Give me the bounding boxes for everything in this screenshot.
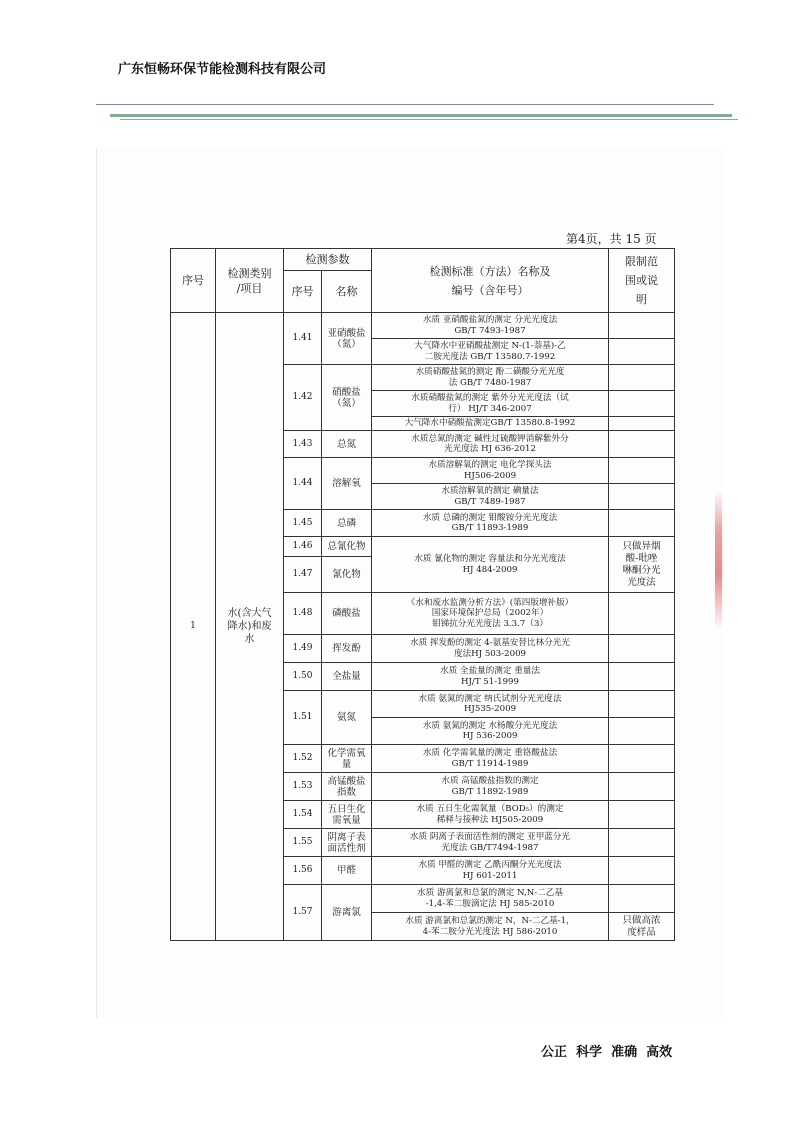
limit-cell [609,745,675,773]
header-rule-green [110,114,732,117]
standard: 水质 游离氯和总氯的测定 N，N-二乙基-1， 4-苯二胺分光光度法 HJ 586-2010 [372,913,609,941]
standard: 水质 氨氮的测定 纳氏试剂分光光度法 HJ535-2009 [372,691,609,718]
limit-cell [609,663,675,691]
param-name: 全盐量 [322,663,372,691]
param-name: 硝酸盐 （氮） [322,365,372,431]
header-param-seq: 序号 [284,271,322,313]
param-no: 1.42 [284,365,322,431]
param-name: 磷酸盐 [322,593,372,635]
header-params: 检测参数 [284,249,372,271]
standard: 水质溶解氧的测定 电化学探头法 HJ506-2009 [372,458,609,484]
param-name: 氨氮 [322,691,372,745]
param-name: 阴离子表 面活性剂 [322,829,372,857]
param-no: 1.52 [284,745,322,773]
header-seq: 序号 [171,249,216,313]
limit-cell [609,829,675,857]
param-no: 1.55 [284,829,322,857]
param-no: 1.47 [284,557,322,593]
limit-note: 只做异烟 酸-吡唑 啉酮分光 光度法 [609,537,675,593]
limit-cell [609,635,675,663]
param-no: 1.44 [284,458,322,510]
limit-cell [609,885,675,913]
limit-cell [609,431,675,458]
limit-cell [609,484,675,510]
header-rule-bottom [120,119,738,120]
limit-cell [609,339,675,365]
param-no: 1.49 [284,635,322,663]
param-no: 1.51 [284,691,322,745]
standard: 水质 化学需氧量的测定 重铬酸盐法 GB/T 11914-1989 [372,745,609,773]
header-limit: 限制范 围或说 明 [609,249,675,313]
limit-cell [609,458,675,484]
param-name: 总氮 [322,431,372,458]
limit-cell [609,691,675,718]
standard: 《水和废水监测分析方法》(第四版增补版） 国家环境保护总局（2002年） 钼锑抗分光光度法 3.3.7（3） [372,593,609,635]
limit-cell [609,718,675,745]
param-name: 溶解氧 [322,458,372,510]
param-name: 甲醛 [322,857,372,885]
test-parameter-table [170,248,675,941]
standard: 水质 氰化物的测定 容量法和分光光度法 HJ 484-2009 [372,537,609,593]
param-no: 1.43 [284,431,322,458]
param-name: 总氰化物 [322,537,372,557]
footer-slogan: 公正 科学 准确 高效 [541,1045,673,1060]
standard: 水质 游离氯和总氯的测定 N,N-二乙基 -1,4-苯二胺滴定法 HJ 585-2010 [372,885,609,913]
standard: 大气降水中硝酸盐测定GB/T 13580.8-1992 [372,417,609,431]
standard: 水质 全盐量的测定 重量法 HJ/T 51-1999 [372,663,609,691]
limit-cell [609,313,675,339]
param-name: 亚硝酸盐 （氮） [322,313,372,365]
header-category: 检测类别 /项目 [216,249,284,313]
param-name: 化学需氧 量 [322,745,372,773]
param-no: 1.56 [284,857,322,885]
limit-cell [609,510,675,537]
param-no: 1.50 [284,663,322,691]
limit-cell [609,365,675,391]
param-no: 1.46 [284,537,322,557]
category: 水(含大气 降水)和废 水 [216,313,284,941]
param-no: 1.48 [284,593,322,635]
limit-note: 只做高浓 度样品 [609,913,675,941]
limit-cell [609,391,675,417]
param-name: 挥发酚 [322,635,372,663]
red-seal-edge [715,490,722,630]
limit-cell [609,773,675,801]
standard: 大气降水中亚硝酸盐测定 N-(1-萘基)-乙 二胺光度法 GB/T 13580.7-1992 [372,339,609,365]
param-name: 游离氯 [322,885,372,941]
param-name: 高锰酸盐 指数 [322,773,372,801]
standard: 水质 挥发酚的测定 4-氨基安替比林分光光 度法HJ 503-2009 [372,635,609,663]
limit-cell [609,801,675,829]
param-no: 1.41 [284,313,322,365]
limit-cell [609,593,675,635]
company-name: 广东恒畅环保节能检测科技有限公司 [118,62,327,77]
param-name: 总磷 [322,510,372,537]
limit-cell [609,417,675,431]
header-param-name: 名称 [322,271,372,313]
standard: 水质硝酸盐氮的测定 紫外分光光度法（试 行） HJ/T 346-2007 [372,391,609,417]
limit-cell [609,857,675,885]
standard: 水质总氮的测定 碱性过硫酸钾消解紫外分 光光度法 HJ 636-2012 [372,431,609,458]
standard: 水质 甲醛的测定 乙酰丙酮分光光度法 HJ 601-2011 [372,857,609,885]
param-name: 五日生化 需氧量 [322,801,372,829]
param-no: 1.54 [284,801,322,829]
standard: 水质 氨氮的测定 水杨酸分光光度法 HJ 536-2009 [372,718,609,745]
param-name: 氰化物 [322,557,372,593]
header-rule-top [96,104,714,105]
standard: 水质 总磷的测定 钼酸铵分光光度法 GB/T 11893-1989 [372,510,609,537]
param-no: 1.57 [284,885,322,941]
standard: 水质溶解氧的测定 碘量法 GB/T 7489-1987 [372,484,609,510]
page-number: 第4页，共 15 页 [566,232,657,246]
standard: 水质 五日生化需氧量（BOD₅）的测定 稀释与接种法 HJ505-2009 [372,801,609,829]
standard: 水质硝酸盐氮的测定 酚二磺酸分光光度 法 GB/T 7480-1987 [372,365,609,391]
param-no: 1.53 [284,773,322,801]
standard: 水质 高锰酸盐指数的测定 GB/T 11892-1989 [372,773,609,801]
row-seq: 1 [171,313,216,941]
standard: 水质 亚硝酸盐氮的测定 分光光度法 GB/T 7493-1987 [372,313,609,339]
param-no: 1.45 [284,510,322,537]
standard: 水质 阴离子表面活性剂的测定 亚甲蓝分光 光度法 GB/T7494-1987 [372,829,609,857]
header-standard: 检测标准（方法）名称及 编号（含年号） [372,249,609,313]
